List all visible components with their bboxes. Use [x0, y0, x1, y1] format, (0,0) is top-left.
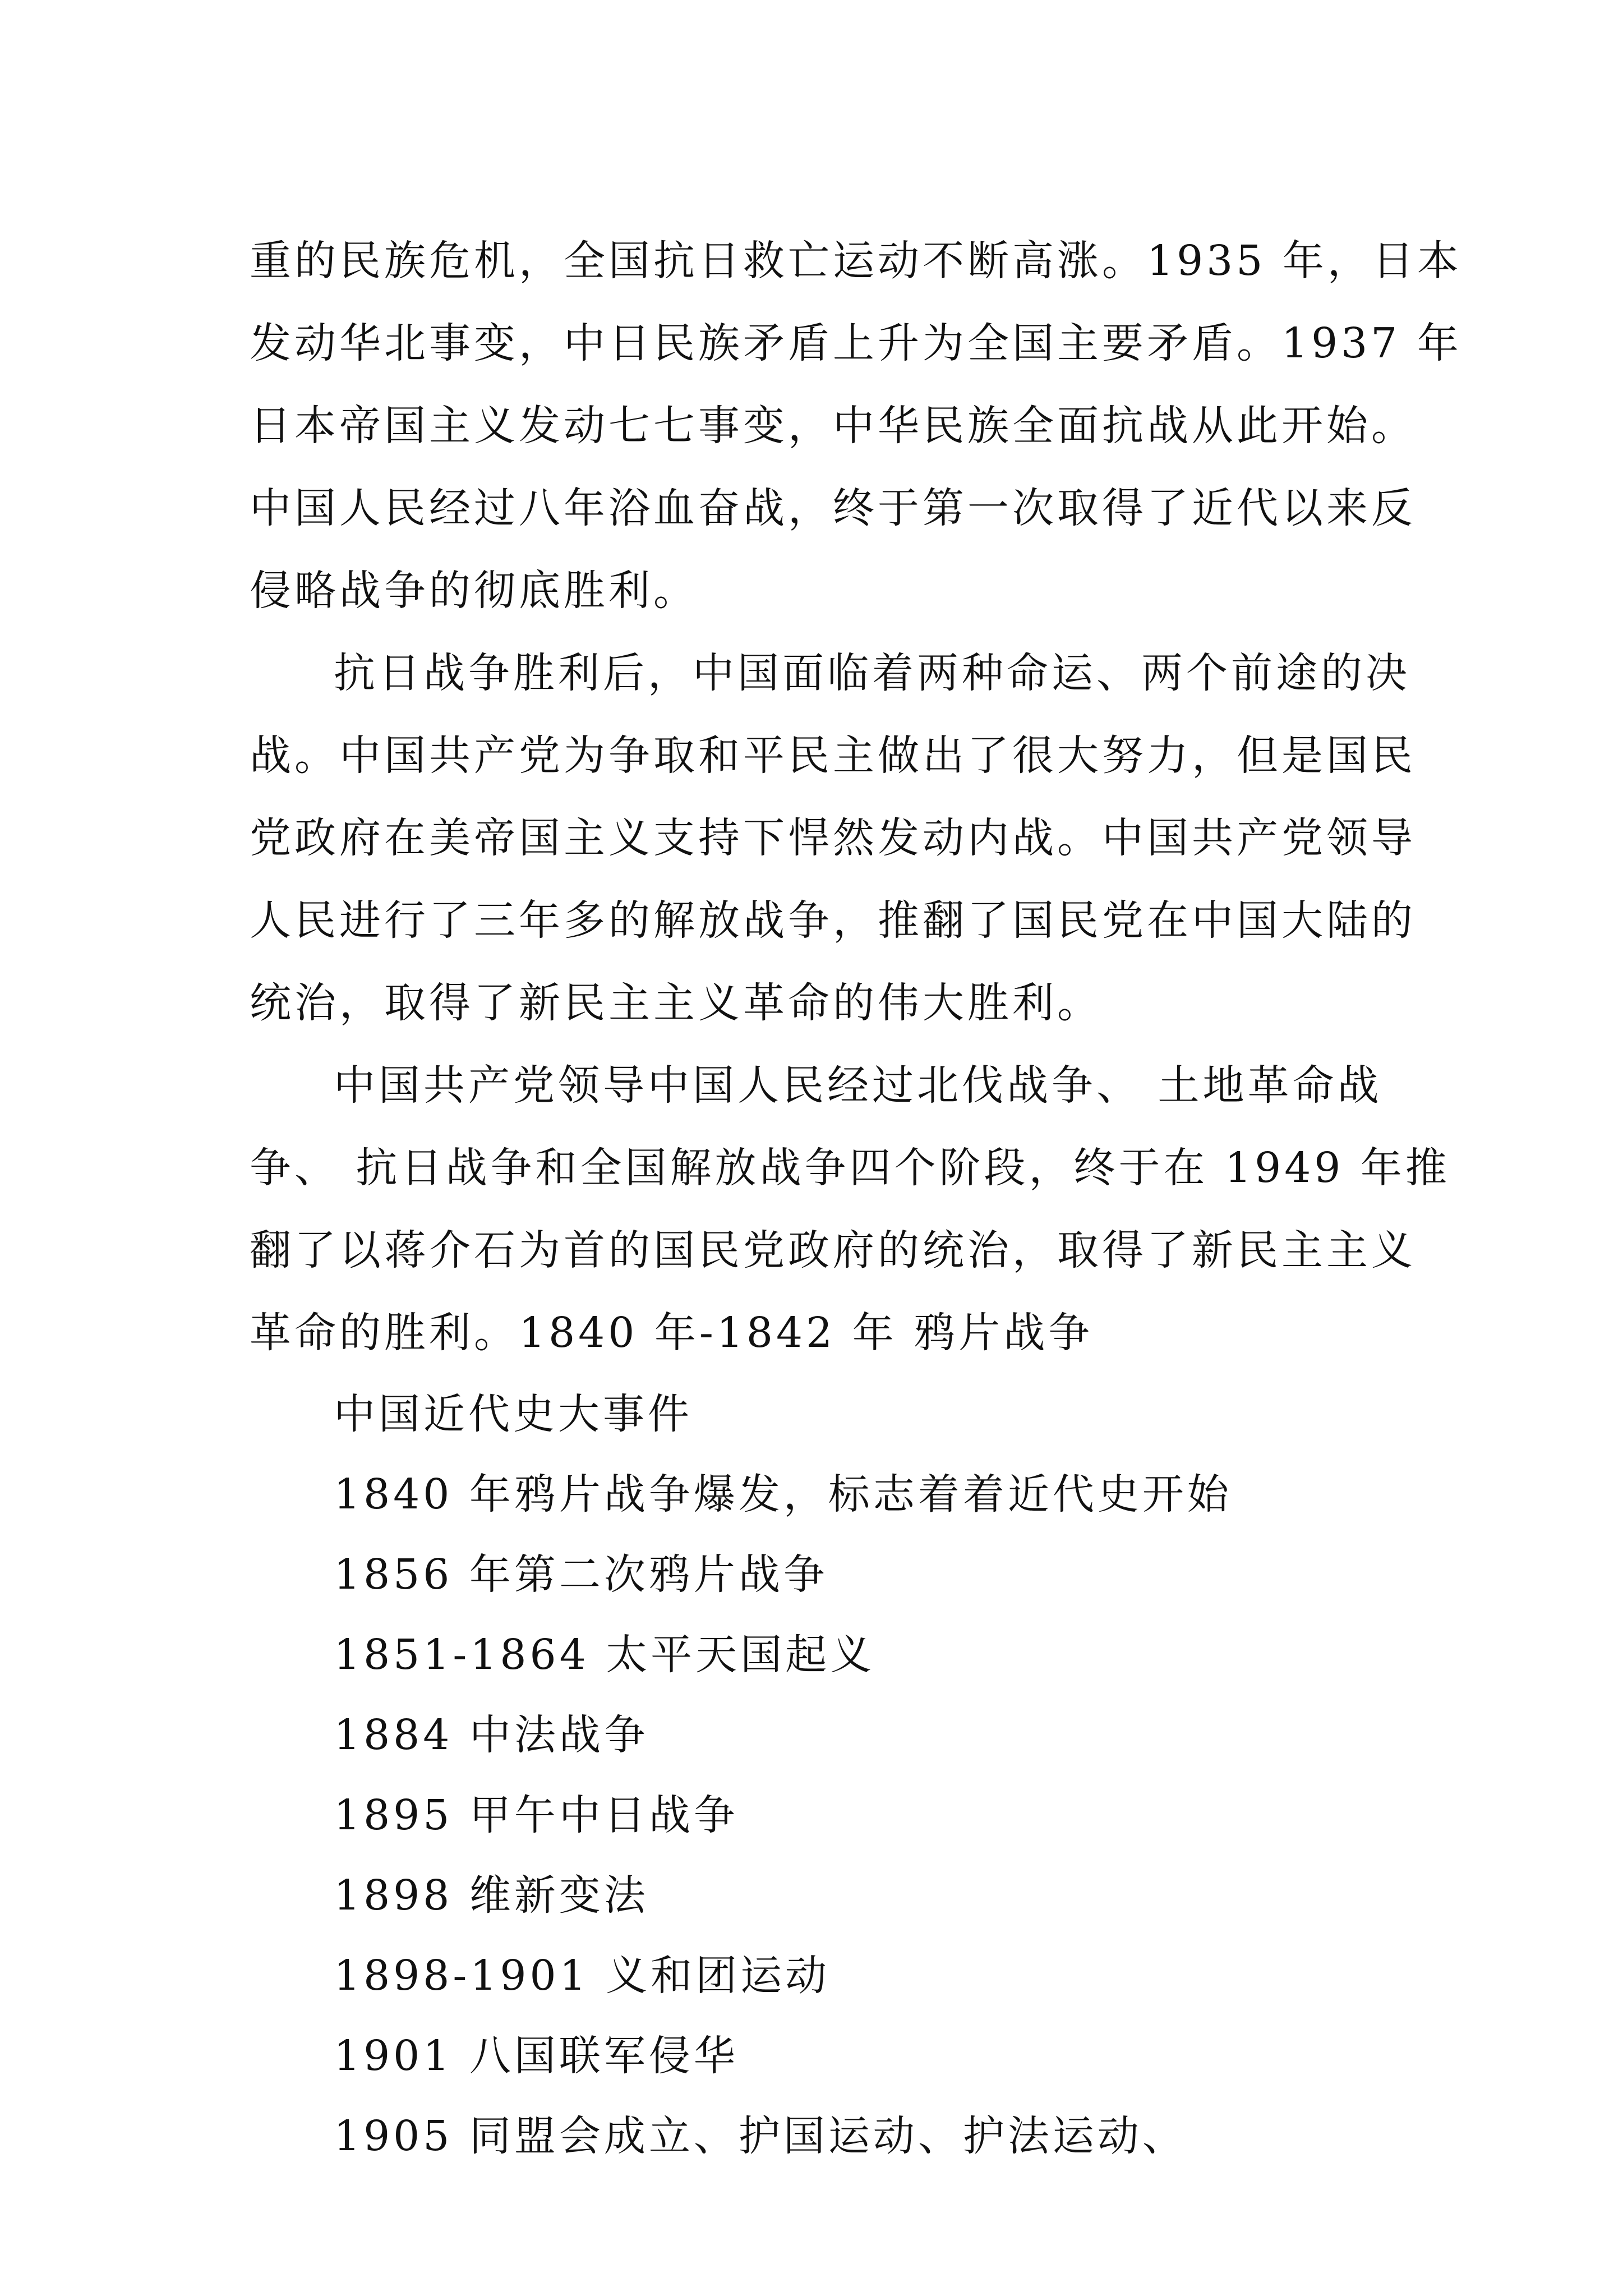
text-line: 重的民族危机，全国抗日救亡运动不断高涨。1935 年，日本 — [250, 237, 1462, 285]
event-item: 1898 维新变法 — [334, 1871, 649, 1920]
text-line: 人民进行了三年多的解放战争，推翻了国民党在中国大陆的 — [250, 896, 1416, 945]
events-list — [250, 1374, 1388, 2177]
event-item: 1856 年第二次鸦片战争 — [334, 1550, 828, 1599]
paragraph-war-of-resistance — [250, 220, 1462, 632]
text-line: 中国共产党领导中国人民经过北伐战争、 土地革命战 — [334, 1061, 1382, 1110]
event-item: 1905 同盟会成立、护国运动、护法运动、 — [334, 2112, 1187, 2160]
event-item: 1884 中法战争 — [334, 1711, 649, 1759]
text-line: 发动华北事变，中日民族矛盾上升为全国主要矛盾。1937 年 — [250, 319, 1462, 367]
event-item: 1851-1864 太平天国起义 — [334, 1631, 875, 1679]
text-line: 中国人民经过八年浴血奋战，终于第一次取得了近代以来反 — [250, 484, 1416, 532]
events-heading: 中国近代史大事件 — [334, 1390, 693, 1438]
text-line: 革命的胜利。1840 年-1842 年 鸦片战争 — [250, 1309, 1094, 1357]
text-line: 战。中国共产党为争取和平民主做出了很大努力，但是国民 — [250, 731, 1416, 780]
text-line: 党政府在美帝国主义支持下悍然发动内战。中国共产党领导 — [250, 814, 1416, 862]
event-item: 1901 八国联军侵华 — [334, 2032, 739, 2080]
text-line: 侵略战争的彻底胜利。 — [250, 567, 698, 615]
event-item: 1895 甲午中日战争 — [334, 1791, 739, 1839]
text-line: 翻了以蒋介石为首的国民党政府的统治，取得了新民主主义 — [250, 1226, 1416, 1274]
document-body — [250, 220, 1462, 2177]
text-line: 统治，取得了新民主主义革命的伟大胜利。 — [250, 979, 1102, 1027]
paragraph-liberation-war — [250, 632, 1416, 1045]
text-line: 争、 抗日战争和全国解放战争四个阶段，终于在 1949 年推 — [250, 1144, 1450, 1192]
paragraph-four-stages — [250, 1045, 1450, 1374]
event-item: 1898-1901 义和团运动 — [334, 1952, 831, 2000]
text-line: 抗日战争胜利后，中国面临着两种命运、两个前途的决 — [334, 649, 1410, 697]
text-line: 日本帝国主义发动七七事变，中华民族全面抗战从此开始。 — [250, 402, 1416, 450]
event-item: 1840 年鸦片战争爆发，标志着着近代史开始 — [334, 1470, 1232, 1519]
